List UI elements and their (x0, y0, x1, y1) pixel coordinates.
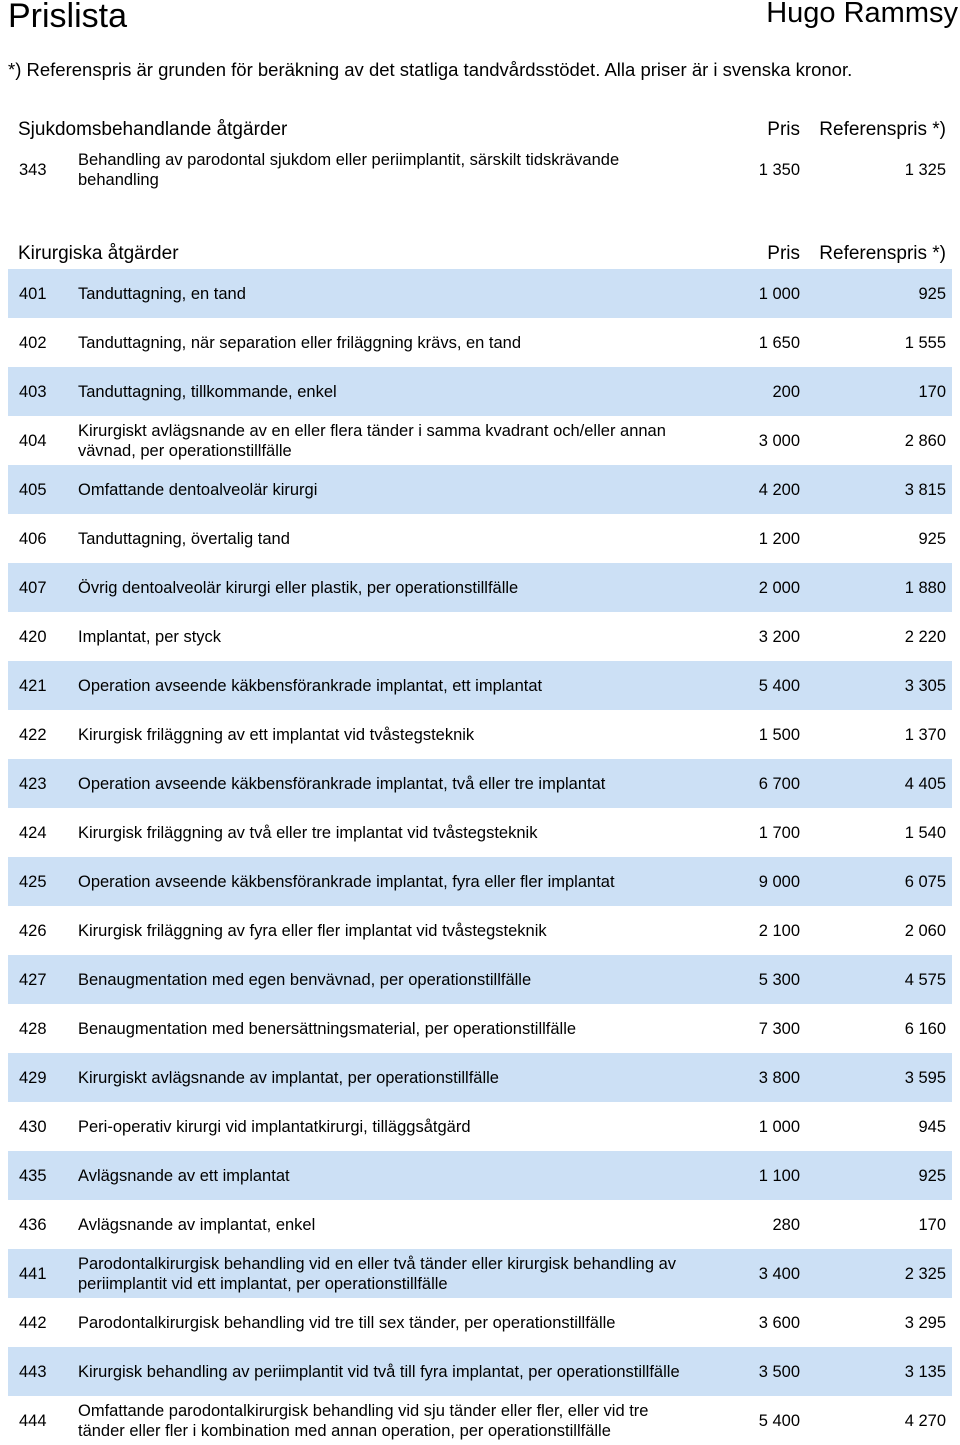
price-table (8, 269, 952, 1445)
table-row (8, 145, 952, 194)
procedure-description: Avlägsnande av ett implantat (78, 1166, 290, 1185)
procedure-code: 422 (19, 725, 47, 744)
column-header-price: Pris (767, 119, 800, 140)
reference-price-value: 4 270 (904, 1411, 946, 1430)
price-value: 9 000 (758, 872, 800, 891)
section-title: Sjukdomsbehandlande åtgärder (18, 119, 288, 140)
section-header (8, 239, 952, 269)
procedure-code: 444 (19, 1411, 47, 1430)
procedure-description: Omfattande parodontalkirurgisk behandling vid sju tänder eller fler, eller vid tre tänder eller fler i kombination med annan operation, per operationstillfälle (78, 1401, 649, 1440)
procedure-code: 425 (19, 872, 47, 891)
table-row (8, 906, 952, 955)
reference-price-value: 6 075 (904, 872, 946, 891)
reference-price-value: 1 370 (904, 725, 946, 744)
page-header (0, 0, 960, 50)
price-value: 200 (772, 382, 800, 401)
procedure-code: 428 (19, 1019, 47, 1038)
price-value: 2 000 (758, 578, 800, 597)
procedure-description: Behandling av parodontal sjukdom eller periimplantit, särskilt tidskrävande behandling (78, 150, 620, 189)
section-header (8, 115, 952, 145)
price-value: 1 700 (758, 823, 800, 842)
price-value: 3 400 (758, 1264, 800, 1283)
procedure-description: Kirurgiskt avlägsnande av implantat, per operationstillfälle (78, 1068, 499, 1087)
procedure-code: 441 (19, 1264, 47, 1283)
reference-price-note: *) Referenspris är grunden för beräkning av det statliga tandvårdsstödet. Alla priser är i svenska kronor. (8, 59, 853, 80)
price-value: 280 (772, 1215, 800, 1234)
table-row (8, 1347, 952, 1396)
reference-price-value: 1 540 (904, 823, 946, 842)
column-header-reference-price: Referenspris *) (819, 243, 946, 264)
table-row (8, 465, 952, 514)
reference-price-value: 2 220 (904, 627, 946, 646)
procedure-description: Peri-operativ kirurgi vid implantatkirurgi, tilläggsåtgärd (78, 1117, 471, 1136)
procedure-description: Avlägsnande av implantat, enkel (78, 1215, 316, 1234)
reference-price-value: 170 (918, 382, 946, 401)
procedure-code: 426 (19, 921, 47, 940)
price-value: 1 000 (758, 1117, 800, 1136)
price-value: 1 000 (758, 284, 800, 303)
reference-price-value: 3 815 (904, 480, 946, 499)
procedure-description: Operation avseende käkbensförankrade implantat, två eller tre implantat (78, 774, 606, 793)
reference-price-value: 3 305 (904, 676, 946, 695)
procedure-description: Övrig dentoalveolär kirurgi eller plastik, per operationstillfälle (78, 578, 519, 597)
table-row (8, 318, 952, 367)
price-value: 4 200 (758, 480, 800, 499)
price-value: 3 500 (758, 1362, 800, 1381)
procedure-description: Benaugmentation med benersättningsmaterial, per operationstillfälle (78, 1019, 577, 1038)
section-title: Kirurgiska åtgärder (18, 243, 179, 264)
price-value: 1 200 (758, 529, 800, 548)
column-header-price: Pris (767, 243, 800, 264)
reference-price-value: 1 325 (904, 160, 946, 179)
reference-price-value: 4 405 (904, 774, 946, 793)
reference-price-value: 925 (918, 1166, 946, 1185)
reference-price-value: 170 (918, 1215, 946, 1234)
procedure-code: 405 (19, 480, 47, 499)
section-kirurgiska (8, 239, 952, 1445)
price-value: 3 800 (758, 1068, 800, 1087)
procedure-description: Parodontalkirurgisk behandling vid tre till sex tänder, per operationstillfälle (78, 1313, 616, 1332)
price-value: 3 000 (758, 431, 800, 450)
procedure-code: 429 (19, 1068, 47, 1087)
price-value: 5 300 (758, 970, 800, 989)
reference-price-value: 3 295 (904, 1313, 946, 1332)
table-row (8, 759, 952, 808)
price-value: 5 400 (758, 676, 800, 695)
procedure-code: 343 (19, 160, 47, 179)
table-row (8, 1298, 952, 1347)
table-row (8, 612, 952, 661)
procedure-code: 443 (19, 1362, 47, 1381)
procedure-description: Kirurgisk friläggning av fyra eller fler implantat vid tvåstegsteknik (78, 921, 547, 940)
table-row (8, 514, 952, 563)
reference-price-value: 925 (918, 284, 946, 303)
reference-price-value: 2 060 (904, 921, 946, 940)
procedure-code: 424 (19, 823, 47, 842)
table-row (8, 1200, 952, 1249)
price-value: 1 100 (758, 1166, 800, 1185)
table-row (8, 1396, 952, 1445)
procedure-code: 423 (19, 774, 47, 793)
procedure-description: Operation avseende käkbensförankrade implantat, fyra eller fler implantat (78, 872, 615, 891)
reference-price-value: 1 880 (904, 578, 946, 597)
table-row (8, 1004, 952, 1053)
procedure-description: Kirurgiskt avlägsnande av en eller flera tänder i samma kvadrant och/eller annan vävnad, per operationstillfälle (78, 421, 666, 460)
procedure-code: 435 (19, 1166, 47, 1185)
table-row (8, 563, 952, 612)
reference-price-value: 1 555 (904, 333, 946, 352)
procedure-description: Kirurgisk behandling av periimplantit vid två till fyra implantat, per operationstillfälle (78, 1362, 680, 1381)
price-value: 5 400 (758, 1411, 800, 1430)
procedure-code: 404 (19, 431, 47, 450)
table-row (8, 367, 952, 416)
procedure-description: Implantat, per styck (78, 627, 222, 646)
procedure-description: Parodontalkirurgisk behandling vid en eller två tänder eller kirurgisk behandling av periimplantit vid ett implantat, per operationstillfälle (78, 1254, 677, 1293)
procedure-description: Kirurgisk friläggning av två eller tre implantat vid tvåstegsteknik (78, 823, 538, 842)
price-table (8, 145, 952, 194)
procedure-description: Kirurgisk friläggning av ett implantat vid tvåstegsteknik (78, 725, 475, 744)
reference-price-value: 2 860 (904, 431, 946, 450)
procedure-code: 407 (19, 578, 47, 597)
table-row (8, 1102, 952, 1151)
price-value: 1 500 (758, 725, 800, 744)
procedure-code: 421 (19, 676, 47, 695)
company-name: Hugo Rammsy (766, 0, 958, 29)
table-row (8, 857, 952, 906)
table-row (8, 955, 952, 1004)
column-header-reference-price: Referenspris *) (819, 119, 946, 140)
table-row (8, 1249, 952, 1298)
procedure-code: 430 (19, 1117, 47, 1136)
procedure-code: 442 (19, 1313, 47, 1332)
reference-price-value: 3 135 (904, 1362, 946, 1381)
reference-price-value: 925 (918, 529, 946, 548)
price-value: 1 650 (758, 333, 800, 352)
procedure-code: 420 (19, 627, 47, 646)
procedure-code: 403 (19, 382, 47, 401)
reference-price-value: 6 160 (904, 1019, 946, 1038)
price-value: 3 200 (758, 627, 800, 646)
table-row (8, 1053, 952, 1102)
price-value: 2 100 (758, 921, 800, 940)
procedure-code: 402 (19, 333, 47, 352)
page-title: Prislista (8, 0, 128, 35)
table-row (8, 710, 952, 759)
procedure-code: 401 (19, 284, 47, 303)
procedure-code: 436 (19, 1215, 47, 1234)
price-value: 1 350 (758, 160, 800, 179)
reference-price-value: 2 325 (904, 1264, 946, 1283)
table-row (8, 269, 952, 318)
reference-price-value: 3 595 (904, 1068, 946, 1087)
procedure-code: 406 (19, 529, 47, 548)
procedure-description: Operation avseende käkbensförankrade implantat, ett implantat (78, 676, 543, 695)
table-row (8, 416, 952, 465)
procedure-description: Tanduttagning, när separation eller friläggning krävs, en tand (78, 333, 522, 352)
section-sjukdomsbehandlande (8, 115, 952, 194)
procedure-description: Tanduttagning, tillkommande, enkel (78, 382, 337, 401)
procedure-description: Tanduttagning, en tand (78, 284, 246, 303)
procedure-description: Omfattande dentoalveolär kirurgi (78, 480, 318, 499)
reference-price-value: 4 575 (904, 970, 946, 989)
procedure-code: 427 (19, 970, 47, 989)
price-value: 6 700 (758, 774, 800, 793)
procedure-description: Tanduttagning, övertalig tand (78, 529, 290, 548)
table-row (8, 808, 952, 857)
procedure-description: Benaugmentation med egen benvävnad, per operationstillfälle (78, 970, 532, 989)
reference-price-value: 945 (918, 1117, 946, 1136)
table-row (8, 661, 952, 710)
price-value: 3 600 (758, 1313, 800, 1332)
price-value: 7 300 (758, 1019, 800, 1038)
table-row (8, 1151, 952, 1200)
